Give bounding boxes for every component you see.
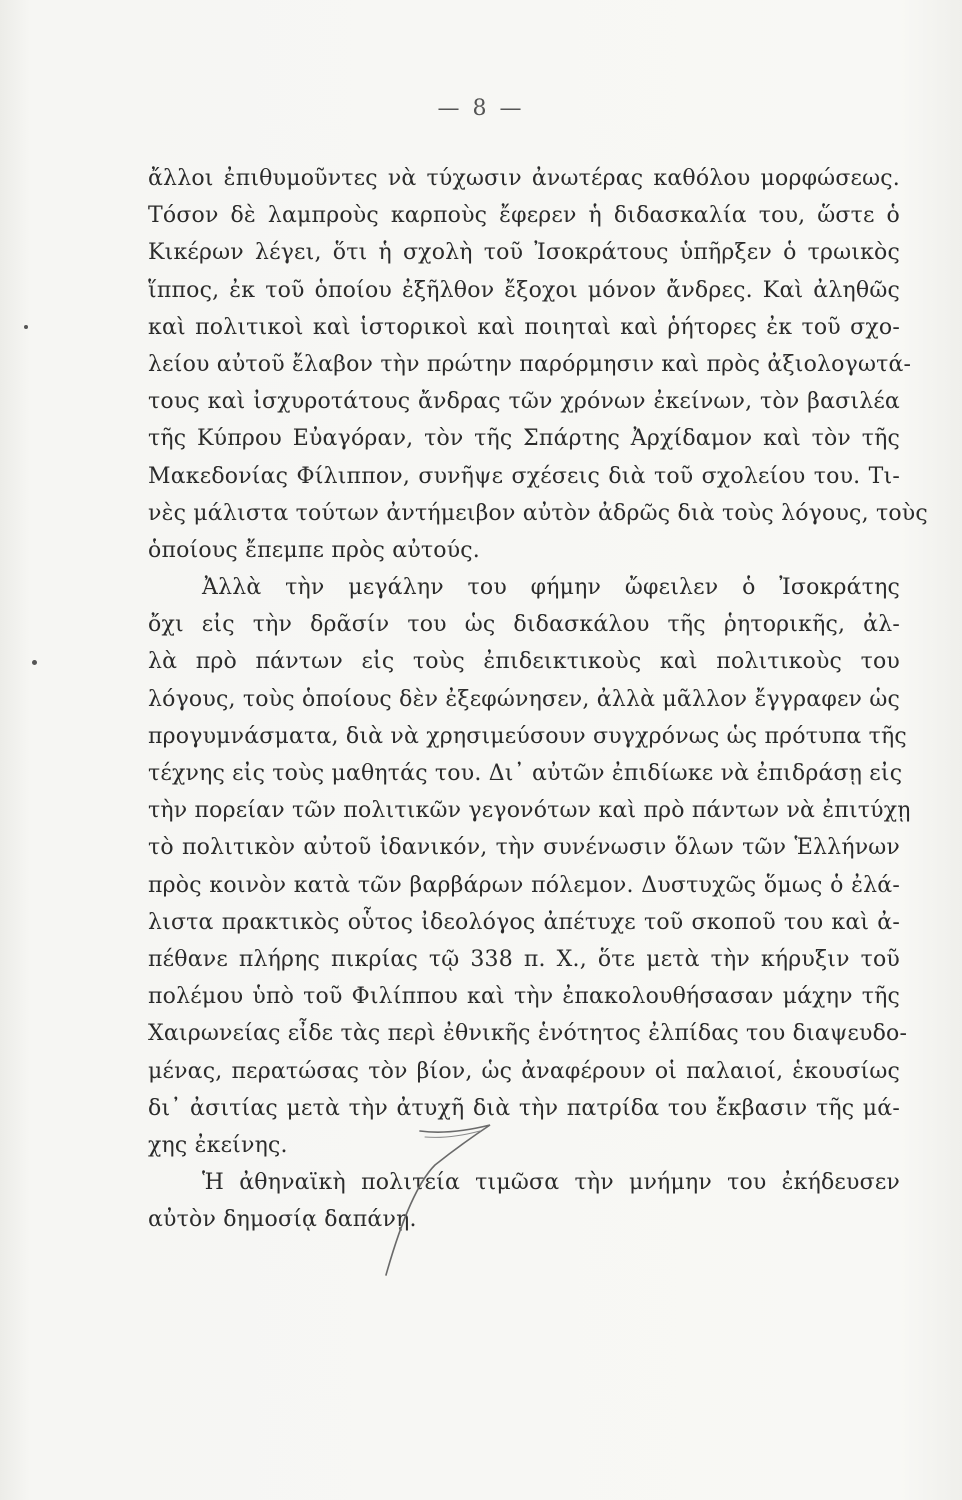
text-line: ὁποίους ἔπεμπε πρὸς αὐτούς. xyxy=(148,537,481,563)
text-line: Χαιρωνείας εἶδε τὰς περὶ ἐθνικῆς ἑνότητος ἐλπίδας του διαψευδο- xyxy=(148,1021,908,1047)
text-line: τέχνης εἰς τοὺς μαθητάς του. Δι᾽ αὐτῶν ἐπιδίωκε νὰ ἐπιδράσῃ εἰς xyxy=(148,761,903,786)
text-line: λὰ πρὸ πάντων εἰς τοὺς ἐπιδεικτικοὺς καὶ πολιτικοὺς του xyxy=(148,649,900,675)
text-line: καὶ πολιτικοὶ καὶ ἱστορικοὶ καὶ ποιηταὶ καὶ ῥήτορες ἐκ τοῦ σχο- xyxy=(148,314,900,340)
text-line: Τόσον δὲ λαμπροὺς καρποὺς ἔφερεν ἡ διδασκαλία του, ὥστε ὁ xyxy=(148,203,900,229)
text-line: ὄχι εἰς τὴν δρᾶσίν του ὡς διδασκάλου τῆς ῥητορικῆς, ἀλ- xyxy=(148,612,900,638)
text-line: Ἀλλὰ τὴν μεγάλην του φήμην ὤφειλεν ὁ Ἰσοκράτης xyxy=(202,575,900,601)
text-line: πρὸς κοινὸν κατὰ τῶν βαρβάρων πόλεμον. Δυστυχῶς ὅμως ὁ ἐλά- xyxy=(148,872,900,898)
text-line: τους καὶ ἰσχυροτάτους ἄνδρας τῶν χρόνων ἐκείνων, τὸν βασιλέα xyxy=(148,389,900,415)
text-line: λιστα πρακτικὸς οὗτος ἰδεολόγος ἀπέτυχε τοῦ σκοποῦ του καὶ ἀ- xyxy=(148,909,900,935)
text-line: αὐτὸν δημοσίᾳ δαπάνῃ. xyxy=(148,1207,417,1233)
text-line: Μακεδονίας Φίλιππον, συνῆψε σχέσεις διὰ τοῦ σχολείου του. Τι- xyxy=(148,463,900,489)
text-line: μένας, περατώσας τὸν βίον, ὡς ἀναφέρουν οἱ παλαιοί, ἑκουσίως xyxy=(148,1058,900,1084)
pencil-mark-icon xyxy=(380,1115,520,1285)
text-line: χης ἐκείνης. xyxy=(148,1132,288,1158)
body-text xyxy=(148,160,928,1238)
margin-speck xyxy=(32,660,37,665)
text-line: προγυμνάσματα, διὰ νὰ χρησιμεύσουν συγχρόνως ὡς πρότυπα τῆς xyxy=(148,723,907,749)
text-line: ἵππος, ἐκ τοῦ ὁποίου ἐξῆλθον ἔξοχοι μόνον ἄνδρες. Καὶ ἀληθῶς xyxy=(148,277,900,303)
text-line: πέθανε πλήρης πικρίας τῷ 338 π. Χ., ὅτε μετὰ τὴν κήρυξιν τοῦ xyxy=(148,946,900,972)
text-line: τὴν πορείαν τῶν πολιτικῶν γεγονότων καὶ πρὸ πάντων νὰ ἐπιτύχῃ xyxy=(148,798,911,824)
text-line: δι᾽ ἀσιτίας μετὰ τὴν ἀτυχῆ διὰ τὴν πατρίδα του ἔκβασιν τῆς μά- xyxy=(148,1095,900,1121)
text-line: Ἡ ἀθηναϊκὴ πολιτεία τιμῶσα τὴν μνήμην του ἐκήδευσεν xyxy=(202,1170,900,1196)
text-line: τὸ πολιτικὸν αὐτοῦ ἰδανικόν, τὴν συνένωσιν ὅλων τῶν Ἑλλήνων xyxy=(148,835,900,861)
text-line: λόγους, τοὺς ὁποίους δὲν ἐξεφώνησεν, ἀλλὰ μᾶλλον ἔγγραφεν ὡς xyxy=(148,686,900,712)
margin-speck xyxy=(24,325,28,329)
page-number: — 8 — xyxy=(437,96,525,121)
text-line: πολέμου ὑπὸ τοῦ Φιλίππου καὶ τὴν ἐπακολουθήσασαν μάχην τῆς xyxy=(148,984,900,1010)
text-line: λείου αὐτοῦ ἔλαβον τὴν πρώτην παρόρμησιν καὶ πρὸς ἀξιολογωτά- xyxy=(148,351,912,377)
text-line: Κικέρων λέγει, ὅτι ἡ σχολὴ τοῦ Ἰσοκράτους ὑπῆρξεν ὁ τρωικὸς xyxy=(148,240,900,266)
text-line: νὲς μάλιστα τούτων ἀντήμειβον αὐτὸν ἀδρῶς διὰ τοὺς λόγους, τοὺς xyxy=(148,500,928,526)
text-line: τῆς Κύπρου Εὐαγόραν, τὸν τῆς Σπάρτης Ἀρχίδαμον καὶ τὸν τῆς xyxy=(148,426,900,452)
text-line: ἄλλοι ἐπιθυμοῦντες νὰ τύχωσιν ἀνωτέρας καθόλου μορφώσεως. xyxy=(148,166,900,191)
